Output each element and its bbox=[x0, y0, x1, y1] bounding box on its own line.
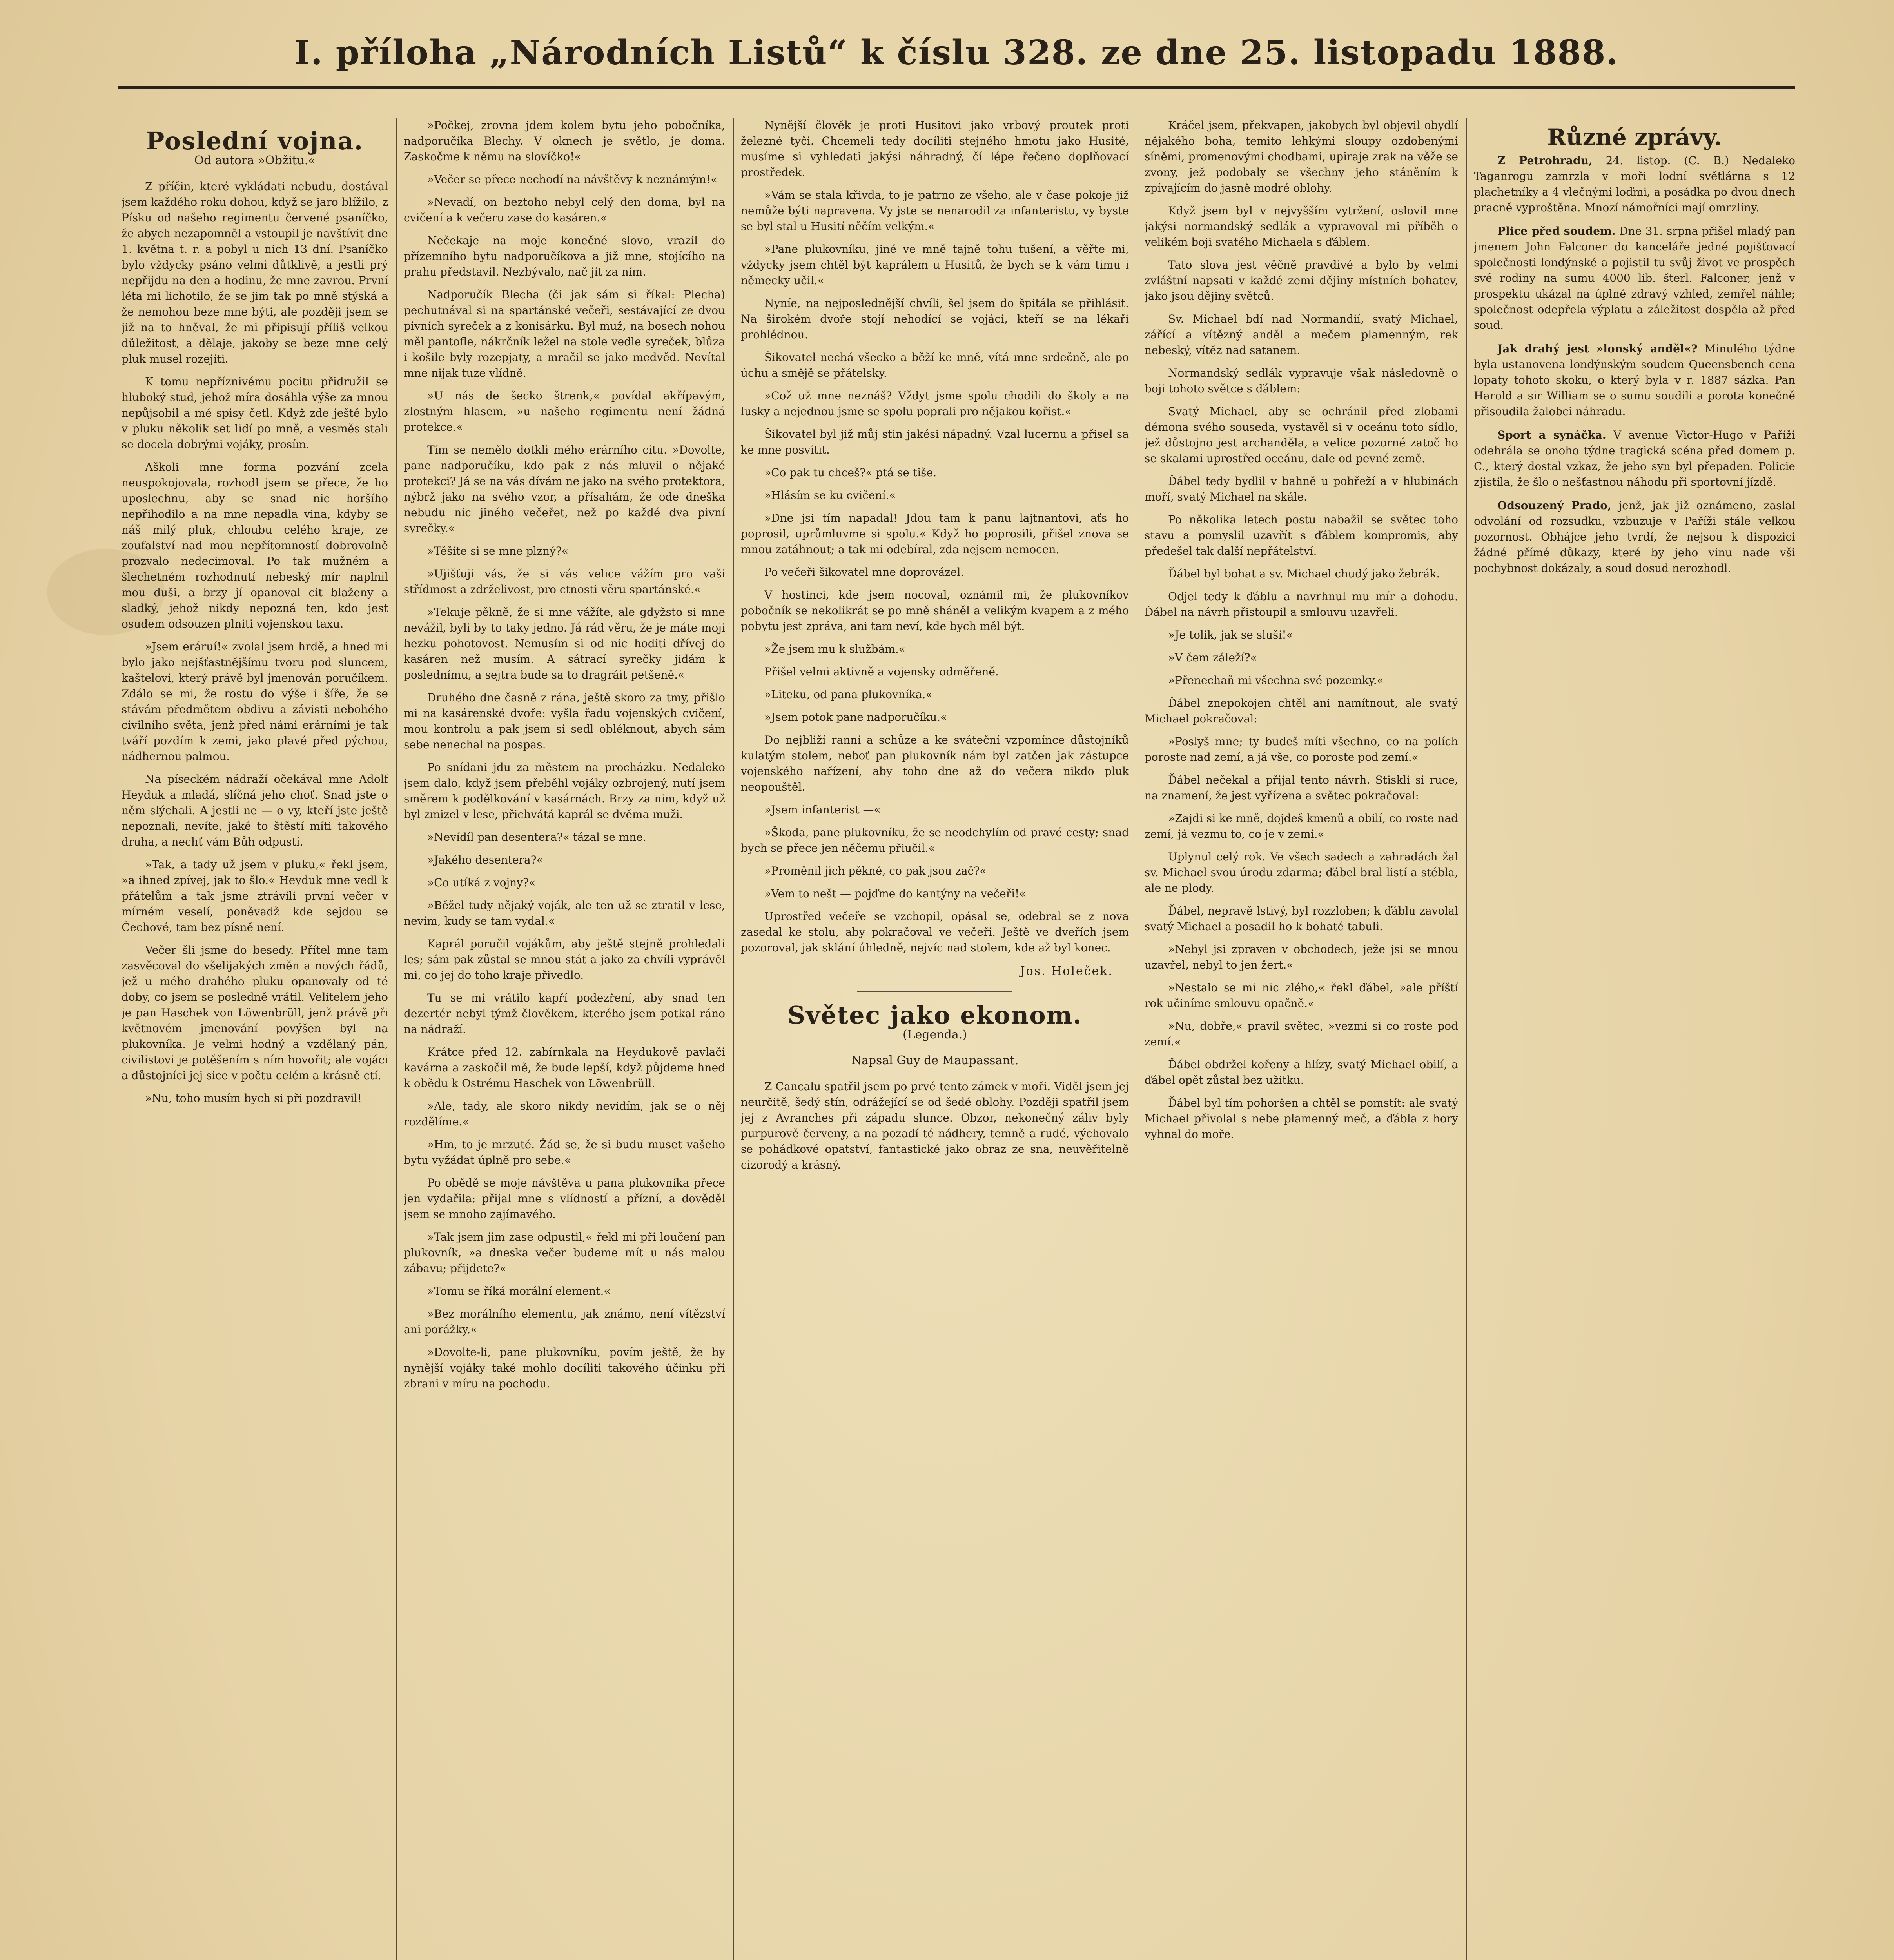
article-paragraph: Do nejbliží ranní a schůze a ke sváteční vzpomínce důstojníků kulatým stolem, neboť pan plukovník nám byl zatčen jak zástupce vojenského nařízení, aby toho dne až do večera nikdo pluk neopouštěl. bbox=[741, 733, 1129, 793]
article-paragraph: Aškoli mne forma pozvání zcela neuspokojovala, rozhodl jsem se přece, že ho uposlechnu, aby se snad nic horšího nepřihodilo a na mne nepadla vina, kdyby se náš milý pluk, chloubu celého kraje, ze zoufalství nad mou nepřítomností dobrovolně prozvalo nedecimoval. Po tak mužném a šlechetném rozhodnutí nebeský mír naplnil mou duši, a brzy jí opanoval cit blaženy a sladký, jehož nikdy nepozná ten, kdo jest osudem odsouzen plniti vojenskou taxu. bbox=[122, 461, 388, 630]
article-paragraph: »Dovolte-li, pane plukovníku, povím ještě, že by nynější vojáky také mohlo docíliti takového účinku při zbrani v míru na pochodu. bbox=[404, 1346, 725, 1390]
article-paragraph: »Hm, to je mrzuté. Žád se, že si budu muset vašeho bytu vyžádat úplně pro sebe.« bbox=[404, 1138, 725, 1167]
news-headline: Plice před soudem. bbox=[1497, 225, 1616, 238]
article-paragraph: »Pane plukovníku, jiné ve mně tajně tohu tušení, a věřte mi, vždycky jsem chtěl být kaprálem u Husitů, že bych se k vám timu i německy učil.« bbox=[741, 243, 1129, 287]
article-paragraph: »Ujišťuji vás, že si vás velice vážím pro vaši střídmost a zdrželivost, pro ctnosti věru spartánské.« bbox=[404, 567, 725, 596]
article-paragraph: Když jsem byl v nejvyšším vytržení, oslovil mne jakýsi normandský sedlák a vypravoval mi příběh o velikém boji svatého Michaela s ďáblem. bbox=[1145, 204, 1458, 249]
article-paragraph: Nynější člověk je proti Husitovi jako vrbový proutek proti železné tyči. Chcemeli tedy docíliti stejného hmotu jako Husité, musíme si vyhledati jakýsi náhradný, čí lépe řečeno doplňovací prostředek. bbox=[741, 119, 1129, 179]
article-paragraph: »Běžel tudy nějaký voják, ale ten už se ztratil v lese, nevím, kudy se tam vydal.« bbox=[404, 899, 725, 927]
article-paragraph: Po večeři šikovatel mne doprovázel. bbox=[764, 566, 964, 579]
article-paragraph: Ďábel znepokojen chtěl ani namítnout, ale svatý Michael pokračoval: bbox=[1145, 697, 1458, 725]
article-paragraph: Nadporučík Blecha (či jak sám si říkal: Plecha) pechutnával si na spartánské večeři, sestávající ze dvou pivních syreček a z konisárku. Byl muž, na bosech nohou měl pantofle, nákrčník ležel na stole vedle syreček, blůza i košile byly rozepjaty, a mračil se jako medvěd. Nevítal mne nijak tuze vlídně. bbox=[404, 288, 725, 379]
article-paragraph: Po snídani jdu za městem na procházku. Nedaleko jsem dalo, když jsem přeběhl vojáky ozbrojený, nutí jsem směrem k podělkování v kasárnách. Brzy za nim, když už byl zmizel v lese, přichvátá kaprál se dvěma muži. bbox=[404, 761, 725, 821]
news-text: 24. listop. (C. B.) Nedaleko Taganrogu zamrzla v moři lodní světlárna s 12 plachetníky a 4 vlečnými loďmi, a posádka po dvou dnech pracně vyproštěna. Mnozí námořníci mají omrzliny. bbox=[1474, 154, 1795, 214]
article-paragraph: »Proměnil jich pěkně, co pak jsou zač?« bbox=[764, 864, 987, 877]
article-paragraph: »Tekuje pěkně, že si mne vážíte, ale gdyžsto si mne nevážil, byli by to taky jedno. Já rád věru, že je máte moji hezku pohotovost. Nemusím si od nic hoditi dřívej do kasáren než musím. A sátrací syrečky jidám k poslednímu, a sejtra bude sa to dragráit petšeně.« bbox=[404, 606, 725, 681]
article-paragraph: »Tak jsem jim zase odpustil,« řekl mi při loučení pan plukovník, »a dneska večer budeme mít u nás malou zábavu; přijdete?« bbox=[404, 1230, 725, 1275]
news-text: Minulého týdne byla ustanovena londýnským soudem Queensbench cena lopaty tohoto skoku, o který byla v r. 1887 sázka. Pan Harold a sir William se o sumu soudili a porota konečně přisoudila žalobci náhradu. bbox=[1474, 342, 1795, 418]
article-paragraph: »Nevídíl pan desentera?« tázal se mne. bbox=[427, 831, 646, 844]
article-paragraph: »Nu, dobře,« pravil světec, »vezmi si co roste pod zemí.« bbox=[1145, 1020, 1458, 1048]
article-paragraph: Normandský sedlák vypravuje však následovně o boji tohoto světce s ďáblem: bbox=[1145, 367, 1458, 395]
news-item bbox=[1474, 341, 1795, 419]
article-paragraph: »Že jsem mu k službám.« bbox=[764, 642, 905, 655]
article-paragraph: Na píseckém nádraží očekával mne Adolf Heyduk a mladá, slíčná jeho choť. Snad jste o něm slýchali. A jestli ne — o vy, kteří jste ještě nepoznali, nevíte, jaké to štěstí míti takového druha, a nechť vám Bůh odpustí. bbox=[122, 773, 388, 848]
article-title: Světec jako ekonom. bbox=[787, 1001, 1082, 1029]
article-paragraph: »Vem to nešt — pojďme do kantýny na večeři!« bbox=[764, 887, 1026, 900]
article-separator bbox=[857, 991, 1012, 992]
column-divider bbox=[733, 118, 734, 1960]
article-paragraph: Po obědě se moje návštěva u pana plukovníka přece jen vydařila: přijal mne s vlídností a přízní, a dověděl jsem se mnoho zajímavého. bbox=[404, 1176, 725, 1221]
article-paragraph: »Poslyš mne; ty budeš míti všechno, co na polích poroste nad zemí, a já vše, co poroste pod zemí.« bbox=[1145, 735, 1458, 764]
article-byline: Napsal Guy de Maupassant. bbox=[851, 1054, 1019, 1067]
article-paragraph: »Bez morálního elementu, jak známo, není vítězství ani porážky.« bbox=[404, 1307, 725, 1336]
article-paragraph: »Liteku, od pana plukovníka.« bbox=[764, 688, 932, 701]
column-2 bbox=[404, 118, 725, 1960]
news-headline: Sport a synáčka. bbox=[1497, 428, 1606, 441]
article-paragraph: »U nás de šecko štrenk,« povídal akřípavým, zlostným hlasem, »u našeho regimentu není žádná protekce.« bbox=[404, 389, 725, 434]
news-item bbox=[1474, 223, 1795, 333]
column-1 bbox=[122, 118, 388, 1960]
article-paragraph: »Což už mne neznáš? Vždyt jsme spolu chodili do školy a na lusky a nejednou jsme se spolu poprali pro nějakou kořist.« bbox=[741, 389, 1129, 418]
news-text: V avenue Victor-Hugo v Paříži odehrála se onoho týdne tragická scéna před domem p. C., který dostal vzkaz, že jeho syn byl přepaden. Policie zjistila, že šlo o nešťastnou náhodu při sportovní jízdě. bbox=[1474, 428, 1795, 488]
article-paragraph: Ďábel tedy bydlil v bahně u pobřeží a v hlubinách moří, svatý Michael na skále. bbox=[1145, 475, 1458, 503]
article-paragraph: »Ale, tady, ale skoro nikdy nevidím, jak se o něj rozdělíme.« bbox=[404, 1100, 725, 1128]
masthead-rule bbox=[118, 86, 1795, 89]
article-paragraph: Druhého dne časně z rána, ještě skoro za tmy, přišlo mi na kasárenské dvoře: vyšla řadu vojenských cvičení, mou kontrolu a pak jsem si sedl obléknout, abych sám sebe nenechal na pospas. bbox=[404, 691, 725, 751]
news-item bbox=[1474, 427, 1795, 490]
news-headline: Odsouzený Prado, bbox=[1497, 499, 1611, 512]
article-paragraph: Ďábel nečekal a přijal tento návrh. Stiskli si ruce, na znamení, že jest vyřízena a světec pokračoval: bbox=[1145, 773, 1458, 802]
column-divider bbox=[396, 118, 397, 1960]
article-paragraph: »Večer se přece nechodí na návštěvy k neznámým!« bbox=[427, 173, 717, 186]
news-text: Dne 31. srpna přišel mladý pan jmenem John Falconer do kanceláře jedné pojišťovací společnosti londýnské a pojistil tu svůj život ve prospěch své rodiny na sumu 4000 lib. šterl. Falconer, jenž v prospektu ukázal na úplně zdravý vzhled, zemřel náhle; společnost odepřela výplatu a záležitost dospěla až před soud. bbox=[1474, 225, 1795, 332]
article-paragraph: »Škoda, pane plukovníku, že se neodchylím od pravé cesty; snad bych se přece jen něčemu přiučil.« bbox=[741, 826, 1129, 855]
article-paragraph: Z Cancalu spatřil jsem po prvé tento zámek v moři. Viděl jsem jej neurčitě, šedý stín, odrážející se od šedé oblohy. Později spatřil jsem jej z Avranches při západu slunce. Obzor, nekonečný záliv byly purpurově červeny, a na pozadí té nádhery, temně a rudé, výchovalo se pohádkové opatství, fantastické jako obraz ze sna, neuvěřitelně cizorodý a krásný. bbox=[741, 1080, 1129, 1171]
article-paragraph: Krátce před 12. zabírnkala na Heydukově pavlači kavárna a zaskočil mě, že bude lepší, když půjdeme hned k obědu k Ostrému Haschek von Löwenbrüll. bbox=[404, 1045, 725, 1090]
article-paragraph: »Dne jsi tím napadal! Jdou tam k panu lajtnantovi, aťs ho poprosil, uprůmluvme si spolu.« Když ho poprosili, přišel znova se mnou zatáhnout; a tak mi odebíral, zda nejsem nemocen. bbox=[741, 512, 1129, 556]
article-paragraph: Nyníe, na nejposlednější chvíli, šel jsem do špitála se přihlásit. Na širokém dvoře stojí nehodící se vojáci, kteří se na lékaři prohlédnou. bbox=[741, 297, 1129, 341]
article-paragraph: Nečekaje na moje konečné slovo, vrazil do přízemního bytu nadporučíkova a již mne, stojícího na prahu představil. Nezbývalo, nač jít za ním. bbox=[404, 234, 725, 278]
article-paragraph: Odjel tedy k ďáblu a navrhnul mu mír a dohodu. Ďábel na návrh přistoupil a smlouvu uzavřeli. bbox=[1145, 590, 1458, 619]
article-paragraph: Svatý Michael, aby se ochránil před zlobami démona svého souseda, vystavěl si v oceánu toto sídlo, jež důstojno jest archanděla, a velice pozorné zatoč ho se skalami uprostřed oceánu, dale od pevné země. bbox=[1145, 405, 1458, 465]
article-paragraph: Po několika letech postu nabažil se světec toho stavu a pomyslil uzavřít s ďáblem kompromis, aby předešel tak další nepřátelství. bbox=[1145, 513, 1458, 557]
article-paragraph: Přišel velmi aktivně a vojensky odměřeně. bbox=[764, 665, 999, 678]
article-byline: Od autora »Obžitu.« bbox=[194, 154, 316, 167]
article-paragraph: Šikovatel byl již můj stin jakési nápadný. Vzal lucernu a přisel sa ke mne posvítit. bbox=[741, 428, 1129, 456]
news-item bbox=[1474, 498, 1795, 576]
news-section-title: Různé zprávy. bbox=[1547, 124, 1722, 151]
article-paragraph: »Počkej, zrovna jdem kolem bytu jeho pobočníka, nadporučíka Blechy. V oknech je světlo, je doma. Zaskočme k němu na slovíčko!« bbox=[404, 119, 725, 163]
article-paragraph: »Nestalo se mi nic zlého,« řekl ďábel, »ale příští rok učiníme smlouvu opačně.« bbox=[1145, 981, 1458, 1010]
news-headline: Z Petrohradu, bbox=[1497, 154, 1593, 167]
article-paragraph: »Jsem potok pane nadporučíku.« bbox=[764, 711, 947, 724]
article-title: Poslední vojna. bbox=[146, 127, 364, 155]
column-4 bbox=[1145, 118, 1458, 1960]
article-paragraph: »Jakého desentera?« bbox=[427, 853, 543, 866]
article-paragraph: »Těšíte si se mne plzný?« bbox=[427, 544, 568, 557]
article-paragraph: Tím se nemělo dotkli mého erárního citu. »Dovolte, pane nadporučíku, kdo pak z nás mluvil o nějaké protekci? Já se na vás dívám ne jako na svého protektora, nýbrž jako na svého vzor, a přísahám, že ode dneška nebudu nic jiného večeřet, než po každé dva pivní syrečky.« bbox=[404, 443, 725, 535]
supplement-masthead: I. příloha „Národních Listů“ k číslu 328. ze dne 25. listopadu 1888. bbox=[294, 33, 1619, 73]
article-paragraph: Uplynul celý rok. Ve všech sadech a zahradách žal sv. Michael svou úrodu zdarma; ďábel bral listí a stébla, ale ne plody. bbox=[1145, 850, 1458, 895]
article-paragraph: »Zajdi si ke mně, dojdeš kmenů a obilí, co roste nad zemí, já vezmu to, co je v zemi.« bbox=[1145, 812, 1458, 840]
article-paragraph: »Co pak tu chceš?« ptá se tiše. bbox=[764, 466, 937, 479]
article-paragraph: »Je tolik, jak se sluší!« bbox=[1168, 628, 1293, 641]
article-subtitle: (Legenda.) bbox=[903, 1028, 967, 1042]
article-paragraph: Kráčel jsem, překvapen, jakobych byl objevil obydlí nějakého boha, temito lehkými sloupy ozdobenými síněmi, promenovými chodbami, upiraje zrak na věže se zvony, jež podobaly se všechny jeho stáněním k zpívajícím do jasně modré oblohy. bbox=[1145, 119, 1458, 194]
news-item bbox=[1474, 153, 1795, 216]
article-paragraph: »V čem záleží?« bbox=[1168, 651, 1257, 664]
article-paragraph: Šikovatel nechá všecko a běží ke mně, vítá mne srdečně, ale po úchu a smějě se přátelsky. bbox=[741, 351, 1129, 379]
article-paragraph: Kaprál poručil vojákům, aby ještě stejně prohledali les; sám pak zůstal se mnou stát a jako za chvíli vyprávěl mi, co jej do toho kraje přivedlo. bbox=[404, 937, 725, 982]
article-paragraph: »Co utíká z vojny?« bbox=[427, 876, 536, 889]
column-divider bbox=[1466, 118, 1467, 1960]
article-paragraph: Ďábel, nepravě lstivý, byl rozzloben; k ďáblu zavolal svatý Michael a posadil ho k bohaté tabuli. bbox=[1145, 904, 1458, 933]
article-paragraph: »Nu, toho musím bych si při pozdravil! bbox=[145, 1092, 362, 1105]
column-5 bbox=[1474, 118, 1795, 1960]
article-paragraph: »Hlásím se ku cvičení.« bbox=[764, 489, 896, 502]
article-paragraph: »Nevadí, on beztoho nebyl celý den doma, byl na cvičení a k večeru zase do kasáren.« bbox=[404, 196, 725, 224]
article-paragraph: »Přenechaň mi všechna své pozemky.« bbox=[1168, 674, 1384, 687]
article-paragraph: Tu se mi vrátilo kapří podezření, aby snad ten dezertér nebyl týmž člověkem, kterého jsem potkal ráno na nádraží. bbox=[404, 991, 725, 1036]
article-paragraph: »Vám se stala křivda, to je patrno ze všeho, ale v čase pokoje již nemůže býti napravena. Vy jste se nenarodil za infanteristu, vy byste se byl stal u Husití něčím velkým.« bbox=[741, 189, 1129, 233]
article-paragraph: Uprostřed večeře se vzchopil, opásal se, odebral se z nova zasedal ke stolu, aby pokračoval ve večeři. Ještě ve dveřích jsem pozoroval, jak sklání úhledně, nejvíc nad stolem, kde až byl konec. bbox=[741, 910, 1129, 954]
article-paragraph: K tomu nepříznivému pocitu přidružil se hluboký stud, jehož míra dosáhla výše za mnou nepůjsobil a mé spisy četl. Když zde ještě bylo v pluku několik set lidí po mně, a vesměs stali se docela dobrými vojáky, prosím. bbox=[122, 375, 388, 451]
article-paragraph: Ďábel byl tím pohoršen a chtěl se pomstít: ale svatý Michael přivolal s nebe plamenný meč, a ďábla z hory vyhnal do moře. bbox=[1145, 1096, 1458, 1141]
article-paragraph: »Jsem eráruí!« zvolal jsem hrdě, a hned mi bylo jako nejšťastnějšímu tvoru pod sluncem, kaštelovi, který právě byl jmenován poručíkem. Zdálo se mi, že rostu do výše i šíře, že se stávám předmětem obdivu a závisti nebohého civilního světa, jenž před námi erárními je tak tváří pozdím k zemi, jako plavé před pýchou, nádhernou palmou. bbox=[122, 640, 388, 763]
article-paragraph: Tato slova jest věčně pravdivé a bylo by velmi zvláštní napsati v každé zemi dějiny místních bohatev, jako jsou dějiny světců. bbox=[1145, 258, 1458, 303]
article-paragraph: »Jsem infanterist —« bbox=[764, 803, 881, 816]
article-paragraph: Ďábel byl bohat a sv. Michael chudý jako žebrák. bbox=[1168, 567, 1440, 580]
article-paragraph: »Tak, a tady už jsem v pluku,« řekl jsem, »a ihned zpívej, jak to šlo.« Heyduk mne vedl k přátelům a tak jsme ztrávili první večer v mírném veselí, poněvadž kde sejdou se Čechové, tam bez písně není. bbox=[122, 858, 388, 934]
article-paragraph: Ďábel obdržel kořeny a hlízy, svatý Michael obilí, a ďábel opět zůstal bez užitku. bbox=[1145, 1058, 1458, 1087]
article-paragraph: V hostinci, kde jsem nocoval, oznámil mi, že plukovníkov pobočník se nekolikrát se po mně sháněl a velikým kvapem a z mého pobytu jest zpráva, ani tam neví, kde bych měl být. bbox=[741, 588, 1129, 633]
news-text: jenž, jak již oznámeno, zaslal odvolání od rozsudku, vzbuzuje v Paříži stále velkou pozornost. Obhájce jeho tvrdí, že nejsou k dispozici žádné přímé důkazy, které by jeho vinu nade vši pochybnost dokázaly, a soud dosud nerozhodl. bbox=[1474, 499, 1795, 575]
article-paragraph: Večer šli jsme do besedy. Přítel mne tam zasvěcoval do všelijakých změn a nových řádů, jež u mého drahého pluku opanovaly od té doby, co jsem se posledně vrátil. Velitelem jeho je pan Haschek von Löwenbrüll, jenž právě při květnovém jmenování povýšen byl na plukovníka. Je velmi hodný a vzdělaný pán, civilistovi je potěšením s ním hovořit; ale vojáci a důstojníci jej sice v počtu celém a krásně ctí. bbox=[122, 944, 388, 1082]
article-paragraph: »Tomu se říká morální element.« bbox=[427, 1285, 611, 1298]
article-paragraph: Sv. Michael bdí nad Normandií, svatý Michael, zářící a vítězný anděl a mečem plamenným, rek nebeský, vítěz nad satanem. bbox=[1145, 312, 1458, 357]
news-headline: Jak drahý jest »lonský anděl«? bbox=[1497, 342, 1698, 355]
article-paragraph: »Nebyl jsi zpraven v obchodech, ježe jsi se mnou uzavřel, nebyl to jen žert.« bbox=[1145, 943, 1458, 971]
article-paragraph: Z příčin, které vykládati nebudu, dostával jsem každého roku dohou, když se jaro blížilo, z Písku od našeho regimentu červené psaníčko, že abych nezapomněl a vstoupil je navštívit dne 1. května t. r. a pobyl u nich 13 dní. Psaníčko bylo vždycky psáno velmi důtklivě, a jestli prý nepřijdu na den a hodinu, že mne zavrou. První léta mi lichotilo, že se jim tak po mně stýská a že nemohou beze mne býti, ale později jsem se již na to hněval, že mi připisují příliš velkou důležitost, a dělaje, jakoby se beze mne celý pluk musel rozejíti. bbox=[122, 180, 388, 365]
article-signature: Jos. Holeček. bbox=[1020, 964, 1113, 978]
column-3 bbox=[741, 118, 1129, 1960]
